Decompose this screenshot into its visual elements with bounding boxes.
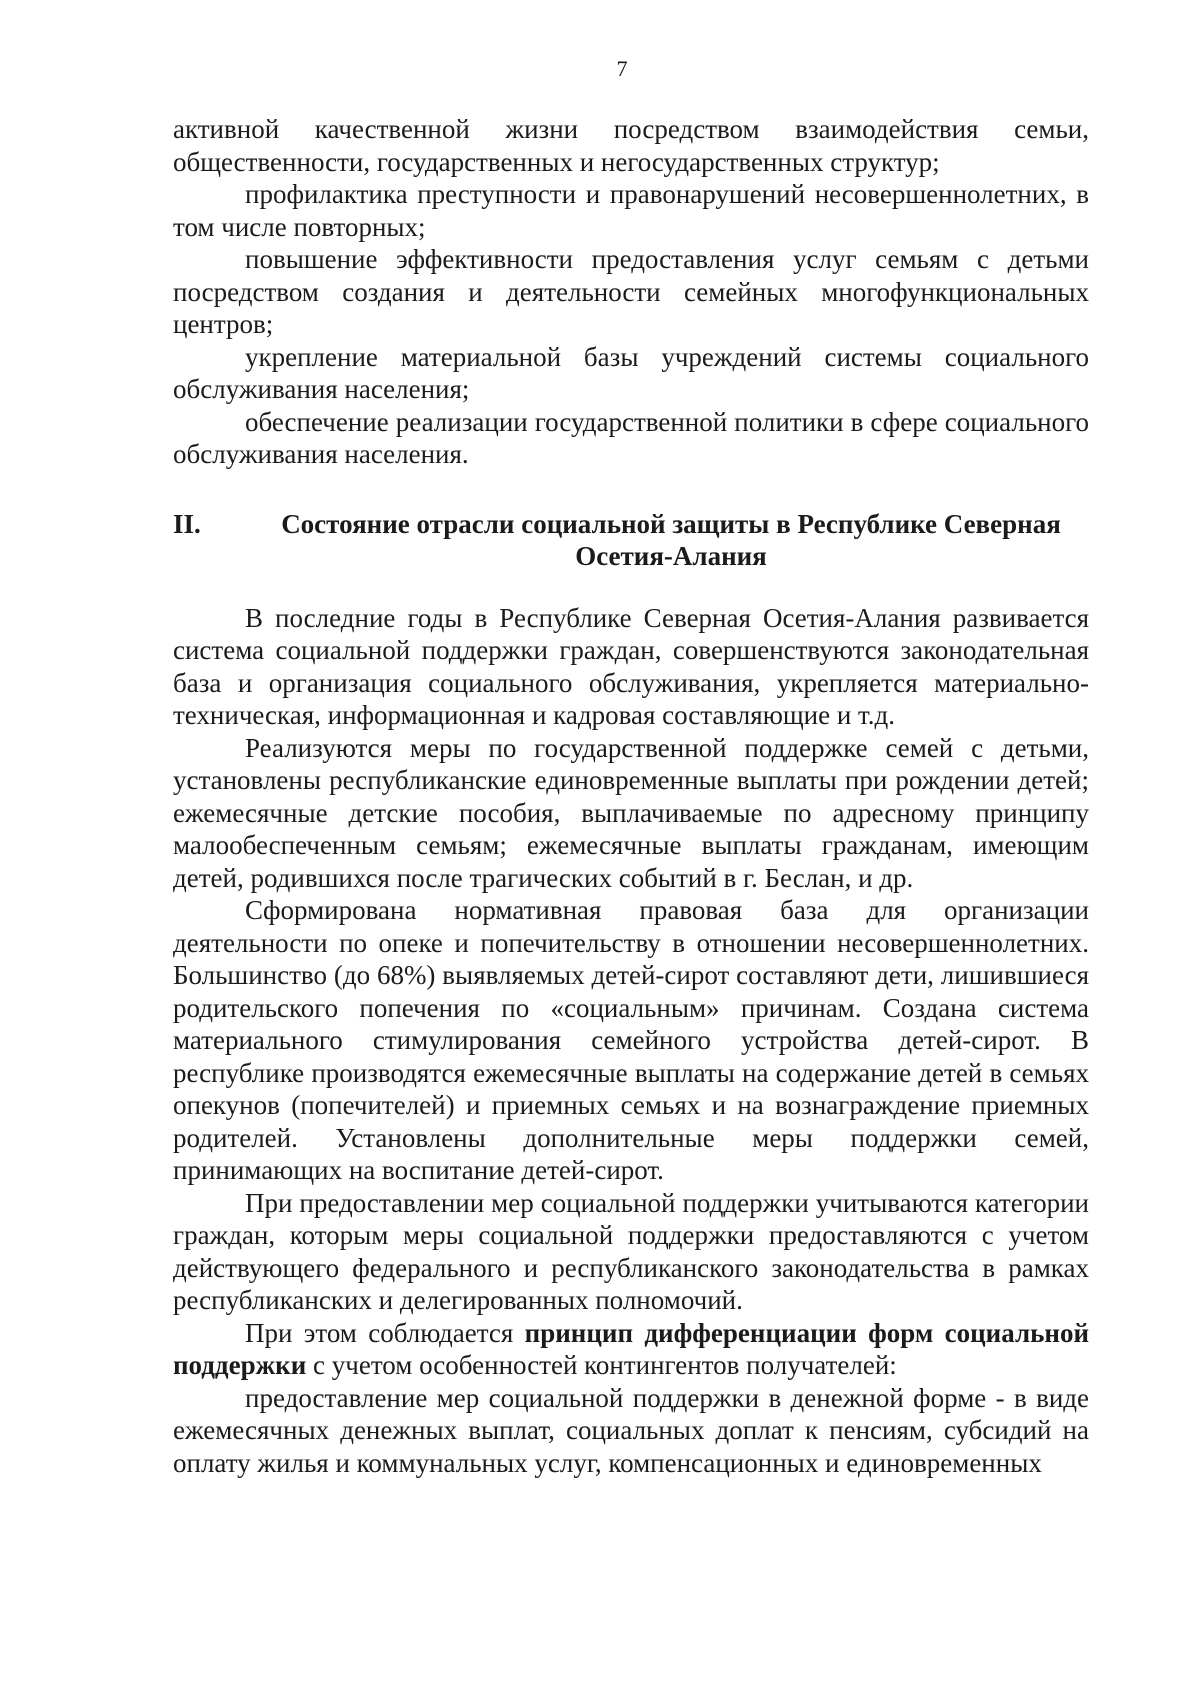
paragraph: При предоставлении мер социальной поддержки учитываются категории граждан, которым меры социальной поддержки предоставляются с учетом действующего федерального и республиканского законодательства в рамках республиканских и делегированных полномочий. [173, 1187, 1089, 1315]
section-title [253, 508, 1089, 573]
paragraph: предоставление мер социальной поддержки в денежной форме - в виде ежемесячных денежных выплат, социальных доплат к пенсиям, субсидий на оплату жилья и коммунальных услуг, компенсационных и единовременных [173, 1382, 1089, 1478]
section-title-line: Осетия-Алания [575, 541, 767, 571]
document-body [173, 113, 1089, 1479]
principle-paragraph [173, 1317, 1089, 1382]
section-title-line: Состояние отрасли социальной защиты в Республике Северная [281, 508, 1061, 539]
section-number: II. [173, 508, 201, 539]
principle-text-after: с учетом особенностей контингентов получателей: [306, 1350, 897, 1380]
paragraph: укрепление материальной базы учреждений системы социального обслуживания населения; [173, 341, 1089, 404]
paragraph: Сформирована нормативная правовая база для организации деятельности по опеке и попечительству в отношении несовершеннолетних. Большинство (до 68%) выявляемых детей-сирот составляют дети, лишившиеся родительского попечения по «социальным» причинам. Создана система материального стимулирования семейного устройства детей-сирот. В республике производятся ежемесячные выплаты на содержание детей в семьях опекунов (попечителей) и приемных семьях и на вознаграждение приемных родителей. Установлены дополнительные меры поддержки семей, принимающих на воспитание детей-сирот. [173, 895, 1089, 1185]
principle-text-before: При этом соблюдается [245, 1317, 525, 1348]
paragraph: профилактика преступности и правонарушений несовершеннолетних, в том числе повторных; [173, 179, 1089, 242]
paragraph: активной качественной жизни посредством взаимодействия семьи, общественности, государственных и негосударственных структур; [173, 114, 1089, 177]
paragraph: Реализуются меры по государственной поддержке семей с детьми, установлены республиканские единовременные выплаты при рождении детей; ежемесячные детские пособия, выплачиваемые по адресному принципу малообеспеченным семьям; ежемесячные выплаты гражданам, имеющим детей, родившихся после трагических событий в г. Беслан, и др. [173, 732, 1089, 893]
page-number: 7 [616, 56, 628, 81]
principle-bold-text: принцип дифференциации форм социальной поддержки [173, 1317, 1089, 1380]
section-heading [173, 508, 1089, 573]
paragraph: повышение эффективности предоставления услуг семьям с детьми посредством создания и деятельности семейных многофункциональных центров; [173, 244, 1089, 339]
paragraph: обеспечение реализации государственной политики в сфере социального обслуживания населения. [173, 406, 1089, 469]
paragraph: В последние годы в Республике Северная Осетия-Алания развивается система социальной поддержки граждан, совершенствуются законодательная база и организация социального обслуживания, укрепляется материально-техническая, информационная и кадровая составляющие и т.д. [173, 602, 1089, 730]
